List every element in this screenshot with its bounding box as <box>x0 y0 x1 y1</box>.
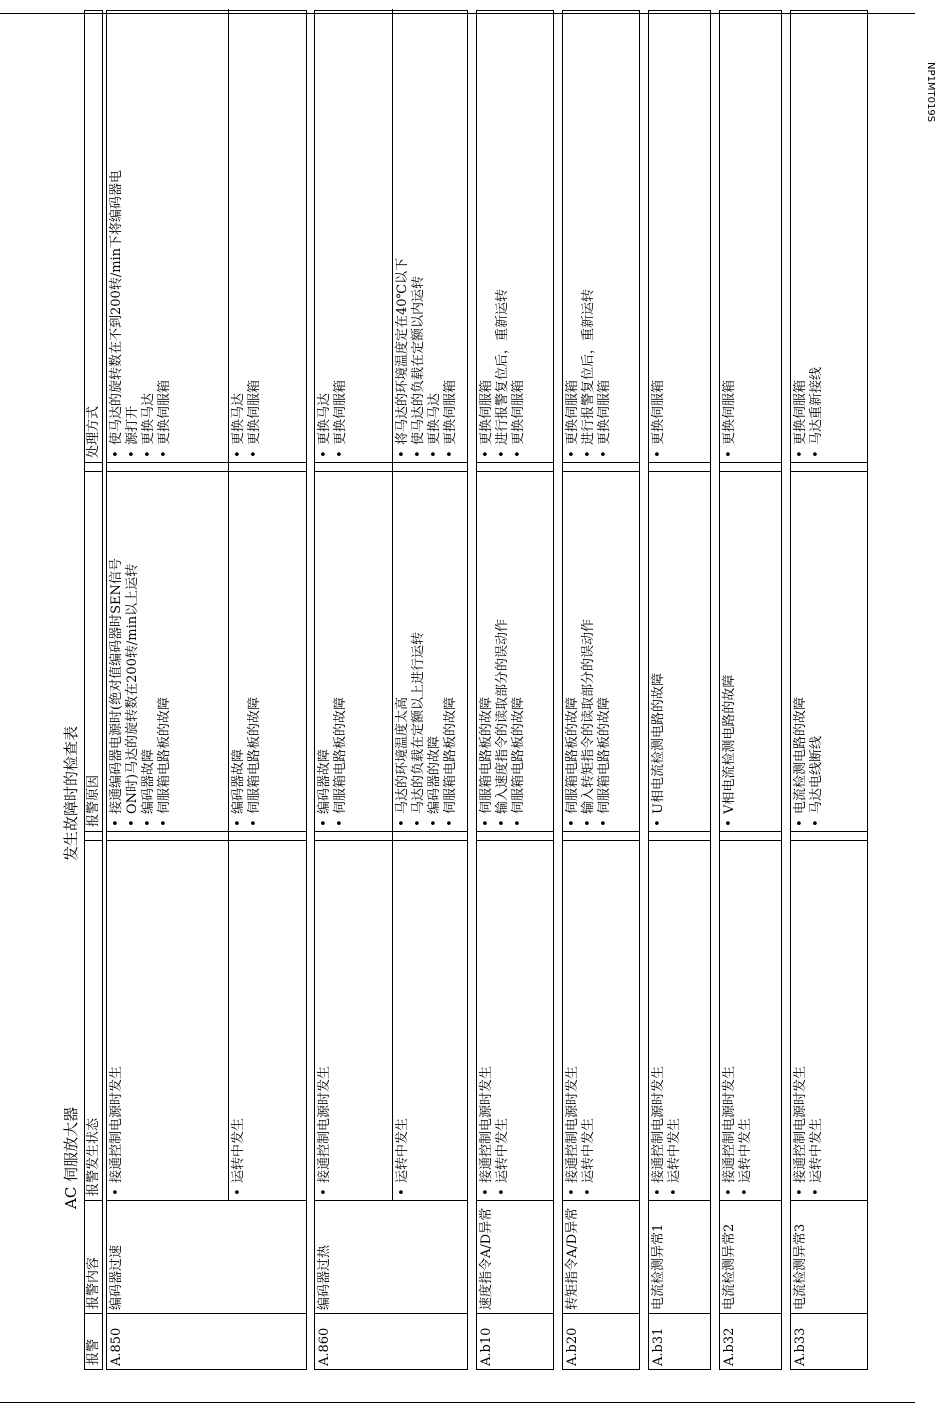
alarm-code: A.b31 <box>651 1327 666 1366</box>
list-item: • 运转中发生 <box>667 844 683 1197</box>
bullet-list <box>317 12 349 459</box>
list-item: • 编码器的故障 <box>427 475 443 828</box>
list-item: • 马达的负载在定额以上进行运转 <box>411 475 427 828</box>
bullet-list <box>793 844 825 1197</box>
alarm-state-cell <box>791 841 867 1201</box>
list-item: • 马达的环境温度太高 <box>395 475 411 828</box>
sub-cell <box>720 9 783 462</box>
alarm-state-cell <box>107 841 306 1201</box>
list-item: • 更换马达 <box>317 12 333 459</box>
sub-cell <box>563 472 641 831</box>
gap-cell <box>563 832 639 841</box>
bullet-list <box>231 475 263 828</box>
sub-cell <box>477 472 555 831</box>
list-item: • 伺服箱电路板的故障 <box>247 475 263 828</box>
sub-cell <box>477 832 555 840</box>
header-action: 处理方式 <box>85 9 102 463</box>
gap-cell <box>791 463 867 472</box>
list-item: • 伺服箱电路板的故障 <box>511 475 527 828</box>
bullet-list <box>395 844 411 1197</box>
alarm-state-cell <box>315 841 467 1201</box>
bullet-list <box>479 12 527 459</box>
sub-cell <box>107 472 228 831</box>
sub-cell <box>315 463 392 471</box>
sub-cell <box>563 463 641 471</box>
gap-cell <box>315 463 467 472</box>
sub-cell <box>107 841 228 1200</box>
alarm-content: 编码器过热 <box>315 1201 467 1314</box>
list-item: • 马达重新接线 <box>809 12 825 459</box>
bullet-list <box>722 12 738 459</box>
sub-cell <box>107 832 228 840</box>
table-row <box>562 10 640 1370</box>
sub-cell <box>477 463 555 471</box>
bullet-list <box>109 12 173 459</box>
list-item: • U相电流检测电路的故障 <box>651 475 667 828</box>
alarm-action-cell <box>791 9 867 463</box>
alarm-cause-cell <box>791 472 867 832</box>
alarm-code: A.b33 <box>793 1327 808 1366</box>
alarm-content: 速度指令A/D异常 <box>477 1201 553 1314</box>
list-item: • 更换伺服箱 <box>443 12 459 459</box>
bullet-list <box>722 475 738 828</box>
list-item: • 进行报警复位后，重新运转 <box>495 12 511 459</box>
list-item: • 更换伺服箱 <box>651 12 667 459</box>
gap-cell <box>107 832 306 841</box>
list-item: • 更换伺服箱 <box>511 12 527 459</box>
alarm-state-cell <box>563 841 639 1201</box>
list-item: • 更换伺服箱 <box>333 12 349 459</box>
gap-cell <box>315 832 467 841</box>
sub-cell <box>791 841 869 1200</box>
list-item: • 运转中发生 <box>809 844 825 1197</box>
bullet-list <box>109 844 125 1197</box>
alarm-cause-cell <box>107 472 306 832</box>
bullet-list <box>793 12 825 459</box>
list-item: • 接通控制电源时发生 <box>722 844 738 1197</box>
sub-cell <box>315 841 392 1200</box>
alarm-code: A.b32 <box>722 1327 737 1366</box>
list-item: • 更换马达 <box>141 12 157 459</box>
header-gap <box>85 463 102 472</box>
sub-cell <box>791 463 869 471</box>
sub-cell <box>315 472 392 831</box>
gap-cell <box>720 832 781 841</box>
sub-cell <box>477 841 555 1200</box>
gap-cell <box>720 463 781 472</box>
list-item: • 伺服箱电路板的故障 <box>333 475 349 828</box>
sub-cell <box>649 832 712 840</box>
list-item: • 更换伺服箱 <box>793 12 809 459</box>
bullet-list <box>565 12 613 459</box>
list-item: • 电流检测电路的故障 <box>793 475 809 828</box>
sub-cell <box>315 832 392 840</box>
bullet-list <box>651 12 667 459</box>
list-item: • 更换伺服箱 <box>479 12 495 459</box>
list-item: • 伺服箱电路板的故障 <box>479 475 495 828</box>
list-item: • 输入速度指令的读取部分的误动作 <box>495 475 511 828</box>
sub-cell <box>720 463 783 471</box>
bullet-list <box>231 844 247 1197</box>
list-item: • 运转中发生 <box>395 844 411 1197</box>
list-item: • ON时)马达的旋转数在200转/min以上运转 <box>125 475 141 828</box>
list-item: • 编码器故障 <box>231 475 247 828</box>
sub-cell <box>392 9 469 462</box>
list-item: • 伺服箱电路板的故障 <box>565 475 581 828</box>
alarm-action-cell <box>477 9 553 463</box>
sub-cell <box>563 841 641 1200</box>
header-state: 报警发生状态 <box>85 841 102 1201</box>
alarm-cause-cell <box>477 472 553 832</box>
gap-cell <box>477 832 553 841</box>
bullet-list <box>722 844 754 1197</box>
header-content: 报警内容 <box>85 1201 102 1314</box>
gap-cell <box>649 832 710 841</box>
sub-cell <box>107 463 228 471</box>
list-item: • 更换伺服箱 <box>565 12 581 459</box>
sub-cell <box>477 9 555 462</box>
sub-cell <box>649 841 712 1200</box>
list-item: • 将马达的环境温度定在40℃以下 <box>395 12 411 459</box>
sub-cell <box>392 832 469 840</box>
list-item: • 运转中发生 <box>495 844 511 1197</box>
list-item: • 接通控制电源时发生 <box>479 844 495 1197</box>
list-item: • 更换伺服箱 <box>597 12 613 459</box>
gap-cell <box>477 463 553 472</box>
gap-cell <box>649 463 710 472</box>
table-row <box>314 10 468 1370</box>
sub-cell <box>315 9 392 462</box>
sub-cell <box>228 9 308 462</box>
bullet-list <box>109 475 173 828</box>
alarm-code: A.b20 <box>565 1327 580 1366</box>
header-cause: 报警原因 <box>85 472 102 832</box>
list-item: • 更换马达 <box>231 12 247 459</box>
alarm-state-cell <box>720 841 781 1201</box>
alarm-action-cell <box>563 9 639 463</box>
table-row <box>476 10 554 1370</box>
bullet-list <box>651 844 683 1197</box>
sub-cell <box>720 841 783 1200</box>
alarm-cause-cell <box>649 472 710 832</box>
sub-cell <box>228 841 308 1200</box>
sub-cell <box>228 472 308 831</box>
sub-cell <box>791 472 869 831</box>
list-item: • 伺服箱电路板的故障 <box>157 475 173 828</box>
sub-cell <box>791 9 869 462</box>
alarm-state-cell <box>477 841 553 1201</box>
table-row <box>648 10 711 1370</box>
list-item: • 运转中发生 <box>581 844 597 1197</box>
alarm-action-cell <box>720 9 781 463</box>
list-item: • 输入转矩指令的读取部分的误动作 <box>581 475 597 828</box>
sub-cell <box>228 832 308 840</box>
alarm-cause-cell <box>720 472 781 832</box>
list-item: • 编码器故障 <box>317 475 333 828</box>
table-row <box>106 10 307 1370</box>
sub-cell <box>228 463 308 471</box>
list-item: • 源打开 <box>125 12 141 459</box>
sub-cell <box>563 9 641 462</box>
sub-cell <box>649 463 712 471</box>
list-item: • 运转中发生 <box>231 844 247 1197</box>
list-item: • 更换马达 <box>427 12 443 459</box>
list-item: • V相电流检测电路的故障 <box>722 475 738 828</box>
alarm-code: A.b10 <box>479 1327 494 1366</box>
sub-cell <box>720 472 783 831</box>
list-item: • 伺服箱电路板的故障 <box>597 475 613 828</box>
bullet-list <box>317 475 349 828</box>
list-item: • 使马达的负载在定额以内运转 <box>411 12 427 459</box>
sub-cell <box>720 832 783 840</box>
sub-cell <box>392 463 469 471</box>
amplifier-title: AC 伺服放大器 <box>62 1106 80 1209</box>
document-code: NP1MT019S <box>925 62 936 123</box>
alarm-content: 编码器过速 <box>107 1201 306 1314</box>
list-item: • 接通控制电源时发生 <box>109 844 125 1197</box>
list-item: • 马达电线断线 <box>809 475 825 828</box>
gap-cell <box>563 463 639 472</box>
bullet-list <box>395 475 459 828</box>
bullet-list <box>231 12 263 459</box>
list-item: • 更换伺服箱 <box>157 12 173 459</box>
list-item: • 更换伺服箱 <box>247 12 263 459</box>
list-item: • 伺服箱电路板的故障 <box>443 475 459 828</box>
gap-cell <box>107 463 306 472</box>
bullet-list <box>395 12 459 459</box>
sub-cell <box>107 9 228 462</box>
alarm-action-cell <box>107 9 306 463</box>
checklist-title: 发生故障时的检查表 <box>62 725 80 861</box>
table-row <box>719 10 782 1370</box>
alarm-code: A.850 <box>109 1327 124 1366</box>
sub-cell <box>392 472 469 831</box>
bullet-list <box>793 475 825 828</box>
alarm-content: 转矩指令A/D异常 <box>563 1201 639 1314</box>
alarm-action-cell <box>649 9 710 463</box>
gap-cell <box>791 832 867 841</box>
alarm-cause-cell <box>315 472 467 832</box>
sub-cell <box>649 9 712 462</box>
header-gap <box>85 832 102 841</box>
alarm-content: 电流检测异常1 <box>649 1201 710 1314</box>
table-row <box>790 10 868 1370</box>
sub-cell <box>791 832 869 840</box>
list-item: • 运转中发生 <box>738 844 754 1197</box>
list-item: • 更换伺服箱 <box>722 12 738 459</box>
list-item: • 接通编码器电源时(绝对值编码器时SEN信号 <box>109 475 125 828</box>
list-item: • 进行报警复位后，重新运转 <box>581 12 597 459</box>
bullet-list <box>479 475 527 828</box>
table-header <box>84 10 103 1370</box>
bullet-list <box>565 475 613 828</box>
list-item: • 编码器故障 <box>141 475 157 828</box>
bullet-list <box>651 475 667 828</box>
bullet-list <box>565 844 597 1197</box>
bullet-list <box>317 844 333 1197</box>
alarm-content: 电流检测异常2 <box>720 1201 781 1314</box>
alarm-content: 电流检测异常3 <box>791 1201 867 1314</box>
list-item: • 接通控制电源时发生 <box>317 844 333 1197</box>
sub-cell <box>563 832 641 840</box>
alarm-cause-cell <box>563 472 639 832</box>
sub-cell <box>392 841 469 1200</box>
list-item: • 接通控制电源时发生 <box>565 844 581 1197</box>
alarm-code: A.860 <box>317 1327 332 1366</box>
list-item: • 接通控制电源时发生 <box>651 844 667 1197</box>
list-item: • 接通控制电源时发生 <box>793 844 809 1197</box>
alarm-action-cell <box>315 9 467 463</box>
bullet-list <box>479 844 511 1197</box>
header-alarm: 报警 <box>86 1338 101 1365</box>
list-item: • 使马达的旋转数在不到200转/min下将编码器电 <box>109 12 125 459</box>
alarm-state-cell <box>649 841 710 1201</box>
sub-cell <box>649 472 712 831</box>
